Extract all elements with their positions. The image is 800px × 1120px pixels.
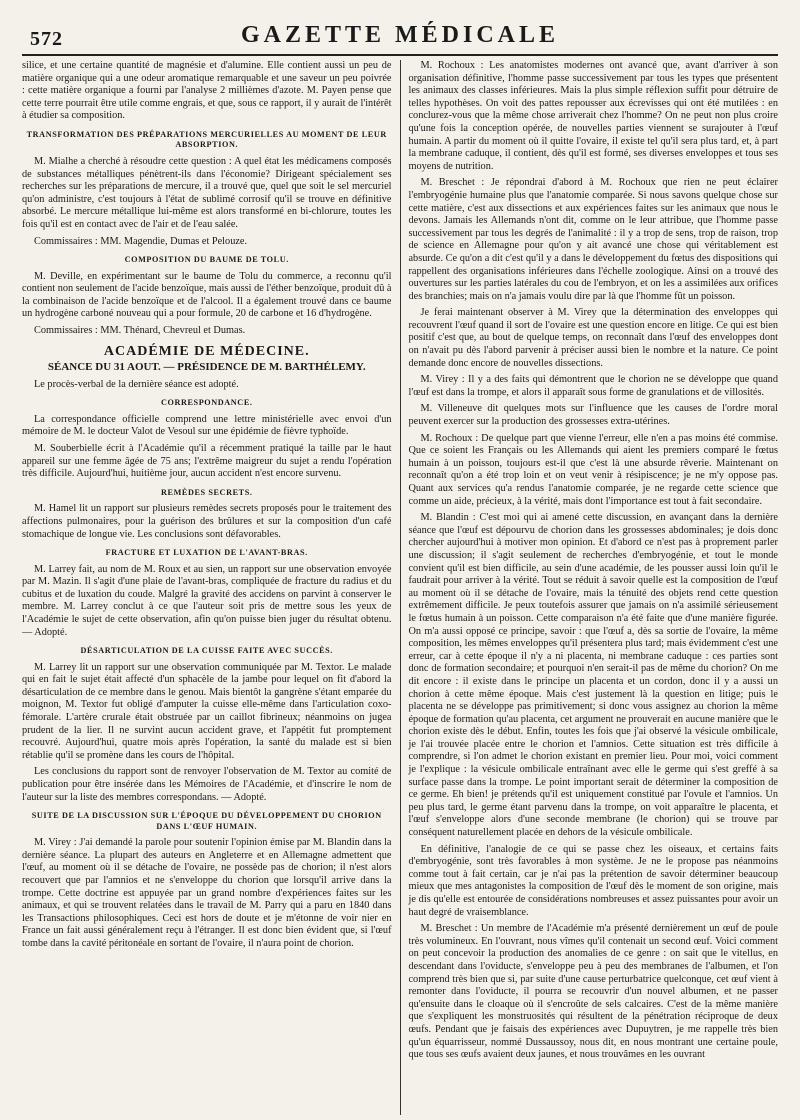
paragraph: M. Rochoux : De quelque part que vienne l'erreur, elle n'en a pas moins été commise. Que ce soient les Français ou les Allemands qui aient les premiers comparé le fœtus humain à un poisson, toujours est-il que c'est là une absurde rêverie. Maintenant on reconnaît qu'on a été trop loin et on veut venir à résipiscence; je ne m'y oppose pas. Quant aux services qu'a rendus l'anatomie comparée, je ne regarde cette science que comme un aide, précieux, à la vérité, mais dont l'importance est tout à fait secondaire. bbox=[408, 432, 778, 507]
masthead bbox=[22, 14, 778, 56]
paragraph: M. Villeneuve dit quelques mots sur l'influence que les causes de l'ordre moral peuvent exercer sur la production des grossesses extra-utérines. bbox=[408, 403, 778, 428]
paragraph: M. Souberbielle écrit à l'Académie qu'il a récemment pratiqué la taille par le haut appareil sur une femme âgée de 75 ans; l'extrême maigreur du sujet a rendu l'opération très difficile. Aujourd'hui, huitième jour, aucun accident n'est encore survenu. bbox=[22, 443, 392, 480]
text-columns bbox=[22, 60, 778, 1115]
paragraph: M. Larrey lit un rapport sur une observation communiquée par M. Textor. Le malade qui en fait le sujet était affecté d'un sphacèle de la jambe pour lequel on fit d'abord la désarticulation de ce membre dans le genou. Mais bientôt la gangrène s'étant emparée du moignon, M. Textor fut obligé d'amputer la cuisse elle-même dans l'articulation coxo-fémorale. L'artère crurale était obstruée par un caillot fibrineux; néanmoins on jugea prudent de la lier. Il ne survint aucun accident grave, et l'appétit fut promptement recouvré. Aujourd'hui, quatre mois après l'opération, la santé du malade est si bien rétablie qu'il se promène dans les cours de l'hôpital. bbox=[22, 661, 392, 761]
section-heading: COMPOSITION DU BAUME DE TOLU. bbox=[124, 255, 289, 265]
academy-heading: ACADÉMIE DE MÉDECINE. bbox=[103, 343, 310, 359]
section-heading: REMÈDES SECRETS. bbox=[161, 487, 253, 497]
right-column bbox=[400, 60, 778, 1115]
paragraph: silice, et une certaine quantité de magnésie et d'alumine. Elle contient aussi un peu de matière organique qui a une odeur aromatique remarquable et une saveur un peu poivrée : cette matière organique a fourni par l'analyse 2 millièmes d'azote. M. Payen pense que cette terre pourrait être utile comme engrais, et que, sous ce rapport, il y aurait de l'intérêt à étudier sa composition. bbox=[22, 60, 392, 122]
paragraph: M. Breschet : Un membre de l'Académie m'a présenté dernièrement un œuf de poule très volumineux. En l'ouvrant, nous vîmes qu'il contenait un second œuf. Voici comment on peut concevoir la production des anomalies de ce genre : on sait que le vitellus, en descendant dans l'oviducte, s'enveloppe peu à peu des membranes de l'albumen, et l'on comprend très bien que si, par suite d'une cause perturbatrice quelconque, cet œuf vient à remonter dans l'oviducte, il pourra se recouvrir d'un nouvel albumen, et ne passer qu'ensuite dans le cloaque où il s'encroûte de sels calcaires. C'est de la même manière que s'expliquent les monstruosités qui résultent de la pénétration réciproque de deux œufs. Pendant que je faisais des expériences avec Dupuytren, je me rappelle très bien qu'un équarrisseur, nommé Dussaussoy, nous dit, en nous montrant une certaine poule, que tous ses œufs avaient deux jaunes, et nous trouvâmes en les ouvrant bbox=[408, 923, 778, 1061]
section-heading: TRANSFORMATION DES PRÉPARATIONS MERCURIELLES AU MOMENT DE LEUR ABSORPTION. bbox=[26, 129, 387, 150]
paragraph: La correspondance officielle comprend une lettre ministérielle avec envoi d'un mémoire de M. le docteur Valot de Vesoul sur une épidémie de fièvre typhoïde. bbox=[22, 413, 392, 438]
section-heading: CORRESPONDANCE. bbox=[160, 398, 253, 408]
section-heading: SUITE DE LA DISCUSSION SUR L'ÉPOQUE DU DÉVELOPPEMENT DU CHORION DANS L'ŒUF HUMAIN. bbox=[31, 811, 382, 831]
paragraph: M. Deville, en expérimentant sur le baume de Tolu du commerce, a reconnu qu'il contient non seulement de l'acide benzoïque, mais aussi de l'éther benzoïque, produit dû à la combinaison de l'acide benzoïque et de l'alcool. Il a également trouvé dans ce baume un hydrogène carboné nouveau qui a pour formule, 20 de carbone et 16 d'hydrogène. bbox=[22, 270, 392, 320]
paragraph: En définitive, l'analogie de ce qui se passe chez les oiseaux, et certains faits d'embryogénie, sont très favorables à mon système. Je ne le propose pas néanmoins comme tout à fait certain, car je n'ai pas la prétention de savoir déterminer beaucoup mieux que mes antagonistes la composition de l'œuf dès le moment de son origine, mais je dis qu'elle est entourée de considérations nombreuses et assez puissantes pour avoir un haut degré de vraisemblance. bbox=[408, 843, 778, 918]
paragraph: M. Mialhe a cherché à résoudre cette question : A quel état les médicamens composés de substances métalliques pénètrent-ils dans l'économie? Dirigeant spécialement ses recherches sur les préparations de mercure, il a trouvé que, quel que soit le sel mercuriel qu'on administre, c'est toujours à l'état de sublimé corrosif qu'il se trouve en définitive absorbé. Le mercure métallique lui-même est alors transformé en bi-chlorure, toutes les fois qu'il est en contact avec de l'air et de l'eau salée. bbox=[22, 155, 392, 230]
section-heading: FRACTURE ET LUXATION DE L'AVANT-BRAS. bbox=[105, 548, 308, 558]
paragraph: M. Virey : J'ai demandé la parole pour soutenir l'opinion émise par M. Blandin dans la dernière séance. La plupart des auteurs en Angleterre et en Allemagne admettent que l'œuf, au moment où il se détache de l'ovaire, ne possède pas de chorion; il n'est alors recouvert que par l'amnios et ne s'enveloppe du chorion que lorsqu'il arrive dans la trompe. Cette doctrine est appuyée par un grand nombre d'expériences faites sur les animaux, et qui se trouvent relatées dans le travail de M. Parry qui a paru en 1840 dans les Transactions philosophiques. Ceci est hors de doute et je m'étonne de voir nier en France un fait aussi généralement reçu à l'étranger. Il est donc bien évident que, si l'œuf tombe dans la cavité péritonéale en sortant de l'ovaire, il n'aura point de chorion. bbox=[22, 837, 392, 949]
paragraph: M. Breschet : Je répondrai d'abord à M. Rochoux que rien ne peut éclairer l'embryogénie humaine plus que l'anatomie comparée. Si nous savons quelque chose sur cette matière, c'est aux dissections et aux expériences faites sur les animaux que nous le devons. Jamais les Allemands n'ont dit, comme on le leur attribue, que l'homme passe successivement par tous les degrés de l'animalité : il y a trop de sens, trop de raison, trop de science en Allemagne pour qu'on y ait avancé une chose qui véritablement est absurde. Ce qu'on a dit c'est qu'il y a dans le développement du fœtus des dispositions qui rappellent des organisations inférieures dans l'échelle zoologique. Ainsi on a trouvé des ouvertures sur les parties latérales du cou de l'embryon, et on les a assimilées aux orifices des branchies; mais on n'a jamais voulu dire par là que l'homme fût un poisson. bbox=[408, 177, 778, 302]
page-number: 572 bbox=[30, 28, 63, 50]
paragraph: M. Hamel lit un rapport sur plusieurs remèdes secrets proposés pour le traitement des affections pulmonaires, pour la guérison des brûlures et sur la composition d'un café stomachique de longue vie. Les conclusions sont défavorables. bbox=[22, 503, 392, 540]
paragraph: M. Rochoux : Les anatomistes modernes ont avancé que, avant d'arriver à son organisation définitive, l'homme passe successivement par tous les types que présentent les animaux des classes inférieures. Mais la plus simple réflexion suffit pour détruire de telles hypothèses. On voit des pattes repousser aux écrevisses qui ont été mutilées : en conclurez-vous que la même chose arriverait chez l'homme? On ne peut non plus croire qu'une fois la conception opérée, de nouvelles parties viennent se surajouter à l'œuf humain. A partir du moment où il quitte l'ovaire, il existe tel qu'il sera plus tard, et, à part la membrane caduque, il contient, dès qu'il est formé, ses diverses enveloppes et tous ses moyens de nutrition. bbox=[408, 60, 778, 172]
paragraph: Je ferai maintenant observer à M. Virey que la détermination des enveloppes qui recouvrent l'œuf quand il sort de l'ovaire est une question encore en litige. Ce qui est bien positif c'est que, au bout de quelque temps, on reconnaît dans l'œuf des enveloppes dont on n'avait pu dès l'abord parvenir à préciser aussi bien le nombre et la nature. Ce point demande donc encore de nouvelles dissections. bbox=[408, 307, 778, 369]
paragraph: M. Virey : Il y a des faits qui démontrent que le chorion ne se développe que quand l'œuf est dans la trompe, et alors il apparaît sous forme de granulations et de villosités. bbox=[408, 374, 778, 398]
left-column bbox=[22, 60, 400, 1115]
paragraph: Les conclusions du rapport sont de renvoyer l'observation de M. Textor au comité de publication pour être insérée dans les Mémoires de l'Académie, et d'inscrire le nom de l'auteur sur la liste des membres correspondans. — Adopté. bbox=[22, 766, 392, 803]
paragraph: Le procès-verbal de la dernière séance est adopté. bbox=[34, 378, 239, 390]
paragraph: M. Blandin : C'est moi qui ai amené cette discussion, en avançant dans la dernière séance que l'œuf est dépourvu de chorion dans les grossesses abdominales; je dois donc chercher aujourd'hui à motiver mon opinion. Et d'abord ce n'est pas à proprement parler une discussion; il s'agit seulement de recherches d'embryogénie, et tout le monde convient qu'il est bien difficile, au sein d'une académie, de les pousser aussi loin qu'il le faudrait pour arriver à la vérité. Tout se réduit à savoir quelle est la composition de l'œuf au moment où il se détache de l'ovaire, mais la ténuité des objets rend cette question extrêmement difficile. Je peux toutefois assurer que jamais on n'a assimilé sérieusement le fœtus humain à un poisson. Cette comparaison n'a été faite que d'une manière figurée. On m'a aussi opposé ce principe, savoir : que l'œuf a, dès sa sortie de l'ovaire, la même composition, les mêmes enveloppes qu'il présentera plus tard; mais évidemment c'est une erreur, car à cette époque il n'y a ni placenta, ni membrane caduque : ces parties sont donc de formation secondaire; et pourquoi n'en serait-il pas de même du chorion? On me dit encore : il existe dans le principe un placenta et un cordon, donc il y a aussi un chorion à cette même époque. Mais c'est justement là la question en litige; puis le placenta ne se développe pas primitivement; si donc vous assignez au chorion la même époque de formation qu'au placenta, cet argument ne prouverait en aucune manière que le chorion existe dès le début. Enfin, toutes les fois que j'ai observé la vésicule ombilicale, je l'ai trouvée placée entre le chorion et l'amnios. Cette situation est très difficile à comprendre, si l'on admet le chorion existant en premier lieu. Pour moi, voici comment je l'explique : la vésicule ombilicale entraînant avec elle le germe qui s'est greffé à sa surface passe dans la trompe. Le point important serait de déterminer la composition de ce germe. Eh bien! je prétends qu'il est uniquement constitué par l'ovule et l'amnios. Un peu plus tard, le germe étant parvenu dans la trompe, on voit apparaître le placenta, et l'œuf s'enveloppe alors d'une seconde membrane (le chorion) qui se trouve par conséquent naturellement placée en dehors de la vésicule ombilicale. bbox=[408, 512, 778, 839]
paragraph: M. Larrey fait, au nom de M. Roux et au sien, un rapport sur une observation envoyée par M. Mazin. Il s'agit d'une plaie de l'avant-bras, compliquée de fracture du radius et du cubitus et de luxation du coude. Malgré la gravité des accidens on parvint à conserver le membre. M. Larrey conclut à ce que l'auteur soit pris de mettre sous les yeux de l'Académie le sujet de cette observation, afin qu'on puisse bien juger du résultat obtenu. — Adopté. bbox=[22, 563, 392, 638]
journal-title: GAZETTE MÉDICALE bbox=[240, 22, 560, 48]
section-heading: DÉSARTICULATION DE LA CUISSE FAITE AVEC SUCCÈS. bbox=[80, 646, 333, 656]
session-heading: SÉANCE DU 31 AOUT. — PRÉSIDENCE DE M. BARTHÉLEMY. bbox=[47, 361, 366, 374]
commissioners-line: Commissaires : MM. Thénard, Chevreul et Dumas. bbox=[34, 325, 246, 336]
commissioners-line: Commissaires : MM. Magendie, Dumas et Pelouze. bbox=[34, 235, 248, 247]
